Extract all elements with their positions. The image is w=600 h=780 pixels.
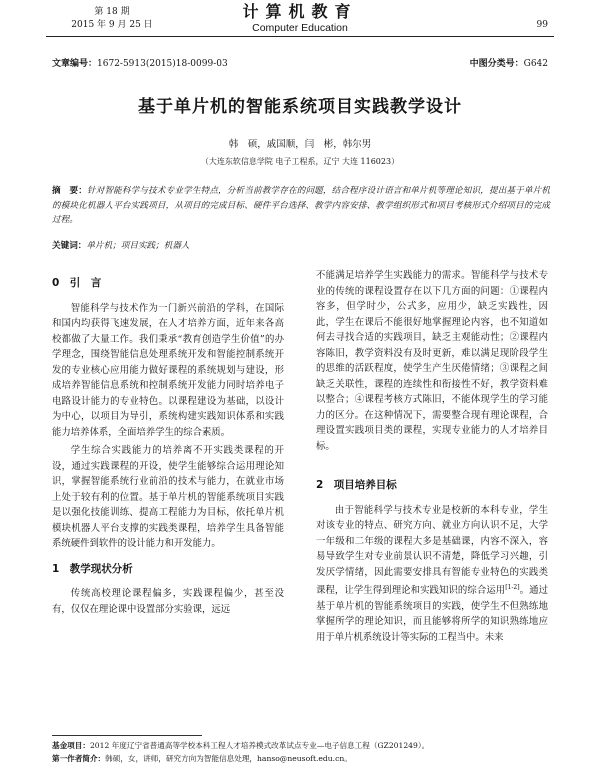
paragraph: 智能科学与技术作为一门新兴前沿的学科，在国际和国内均获得飞速发展，在人才培养方面，近年来各高校都做了大量工作。我们秉承“教育创造学生价值”的办学理念，围绕智能信息处理系统开发和智能控制系统开发的专业核心应用能力做好课程的系统规划与建设，形成培养智能信息系统和控制系统开发能力同时培养电子电路设计能力的专业特色。以课程建设为基础，以设计为中心，以项目为导引，系统构建实践知识体系和实践能力培养体系，全面培养学生的综合素质。 bbox=[52, 302, 284, 438]
fund-text: 2012 年度辽宁省普通高等学校本科工程人才培养模式改革试点专业—电子信息工程（GZ201249）。 bbox=[89, 741, 430, 750]
paragraph bbox=[316, 503, 548, 646]
section-heading-status-analysis: 1 教学现状分析 bbox=[52, 562, 133, 575]
right-column bbox=[316, 268, 548, 645]
journal-title-cn: 计算机教育 bbox=[242, 2, 358, 21]
journal-title-en: Computer Education bbox=[252, 22, 348, 34]
footnotes bbox=[52, 739, 552, 765]
section-heading-introduction: 0 引 言 bbox=[52, 277, 102, 289]
author-list: 韩 硕，戚国顺，闫 彬，韩尔男 bbox=[228, 139, 372, 150]
author-note bbox=[52, 752, 552, 765]
section-heading-training-goals: 2 项目培养目标 bbox=[316, 479, 397, 491]
class-number bbox=[470, 56, 548, 69]
fund-note bbox=[52, 739, 552, 752]
paragraph: 学生综合实践能力的培养离不开实践类课程的开设，通过实践课程的开设，使学生能够综合运用理论知识，掌握智能系统行业前沿的技术与能力，在就业市场上处于较有利的位置。基于单片机的智能系统项目实践是以强化技能训练、提高工程能力为目标，依托单片机模块机器人平台支撑的实践类课程，培养学生具备智能系统硬件到软件的设计能力和开发能力。 bbox=[52, 445, 284, 549]
keywords-text: 单片机；项目实践；机器人 bbox=[86, 241, 190, 251]
class-number-value: G642 bbox=[523, 59, 548, 69]
article-number-value: 1672-5913(2015)18-0099-03 bbox=[97, 59, 228, 69]
paper-title: 基于单片机的智能系统项目实践教学设计 bbox=[138, 97, 462, 117]
author-note-text: 韩硕，女，讲师，研究方向为智能信息处理，hanso@neusoft.edu.cn。 bbox=[105, 754, 352, 763]
paragraph: 不能满足培养学生实践能力的需求。智能科学与技术专业的传统的课程设置存在以下几方面的问题：①课程内容多，但学时少，公式多，应用少，缺乏实践性，因此，学生在课后不能很好地掌握理论内容，也不知道如何去寻找合适的实践项目，缺乏主观能动性；②课程内容陈旧，教学资料没有及时更新，难以满足现阶段学生的思维的活跃程度，使学生产生厌倦情绪；③课程之间缺乏关联性，课程的连续性和衔接性不好，教学资料难以整合；④课程考核方式陈旧，不能体现学生的学习能力的区分。在这种情况下，需要整合现有理论课程，合理设置实践项目类的课程，实现专业能力的人才培养目标。 bbox=[316, 270, 548, 452]
paragraph: 传统高校理论课程偏多，实践课程偏少，甚至没有，仅仅在理论课中设置部分实验课，远远 bbox=[52, 588, 284, 615]
abstract-text: 针对智能科学与技术专业学生特点，分析当前教学存在的问题，结合程序设计语言和单片机等理论知识，提出基于单片机的模块化机器人平台实践项目，从项目的完成目标、硬件平台选择、教学内容安排、教学组织形式和项目考核形式介绍项目的完成过程。 bbox=[52, 186, 550, 225]
article-number-label: 文章编号： bbox=[52, 59, 98, 69]
issue-number: 第 18 期 bbox=[94, 7, 130, 17]
abstract bbox=[52, 184, 550, 228]
paragraph-text: 由于智能科学与技术专业是校新的本科专业，学生对该专业的特点、研究方向、就业方向认识不足，大学一年级和二年级的课程大多是基础课，内容不深入，容易导致学生对专业前景认识不清楚，降低学习兴趣，引发厌学情绪，因此需要安排具有智能专业特色的实践类课程，让学生得到理论和实践知识的综合运用 bbox=[316, 504, 548, 597]
header-divider bbox=[46, 36, 554, 37]
journal-masthead bbox=[170, 2, 430, 35]
keywords bbox=[52, 239, 550, 251]
author-note-label: 第一作者简介： bbox=[52, 754, 106, 763]
page-number: 99 bbox=[536, 20, 548, 30]
affiliation: （大连东软信息学院 电子工程系，辽宁 大连 116023） bbox=[200, 157, 400, 166]
keywords-label: 关键词： bbox=[52, 241, 87, 251]
fund-label: 基金项目： bbox=[52, 741, 90, 750]
issue-info bbox=[52, 6, 172, 32]
abstract-label: 摘 要： bbox=[52, 186, 87, 196]
paragraph-text-continued: 。通过基于单片机的智能系统项目的实践，使学生不但熟练地掌握所学的理论知识，而且能够将所学的知识熟练地应用于单片机系统设计等实际的工程当中。未来 bbox=[316, 585, 548, 643]
citation-ref: [1-2] bbox=[505, 584, 520, 591]
left-column bbox=[52, 276, 284, 617]
issue-date: 2015 年 9 月 25 日 bbox=[71, 20, 153, 30]
class-number-label: 中图分类号： bbox=[469, 59, 524, 69]
footnote-divider bbox=[52, 735, 202, 736]
article-number bbox=[52, 56, 228, 69]
